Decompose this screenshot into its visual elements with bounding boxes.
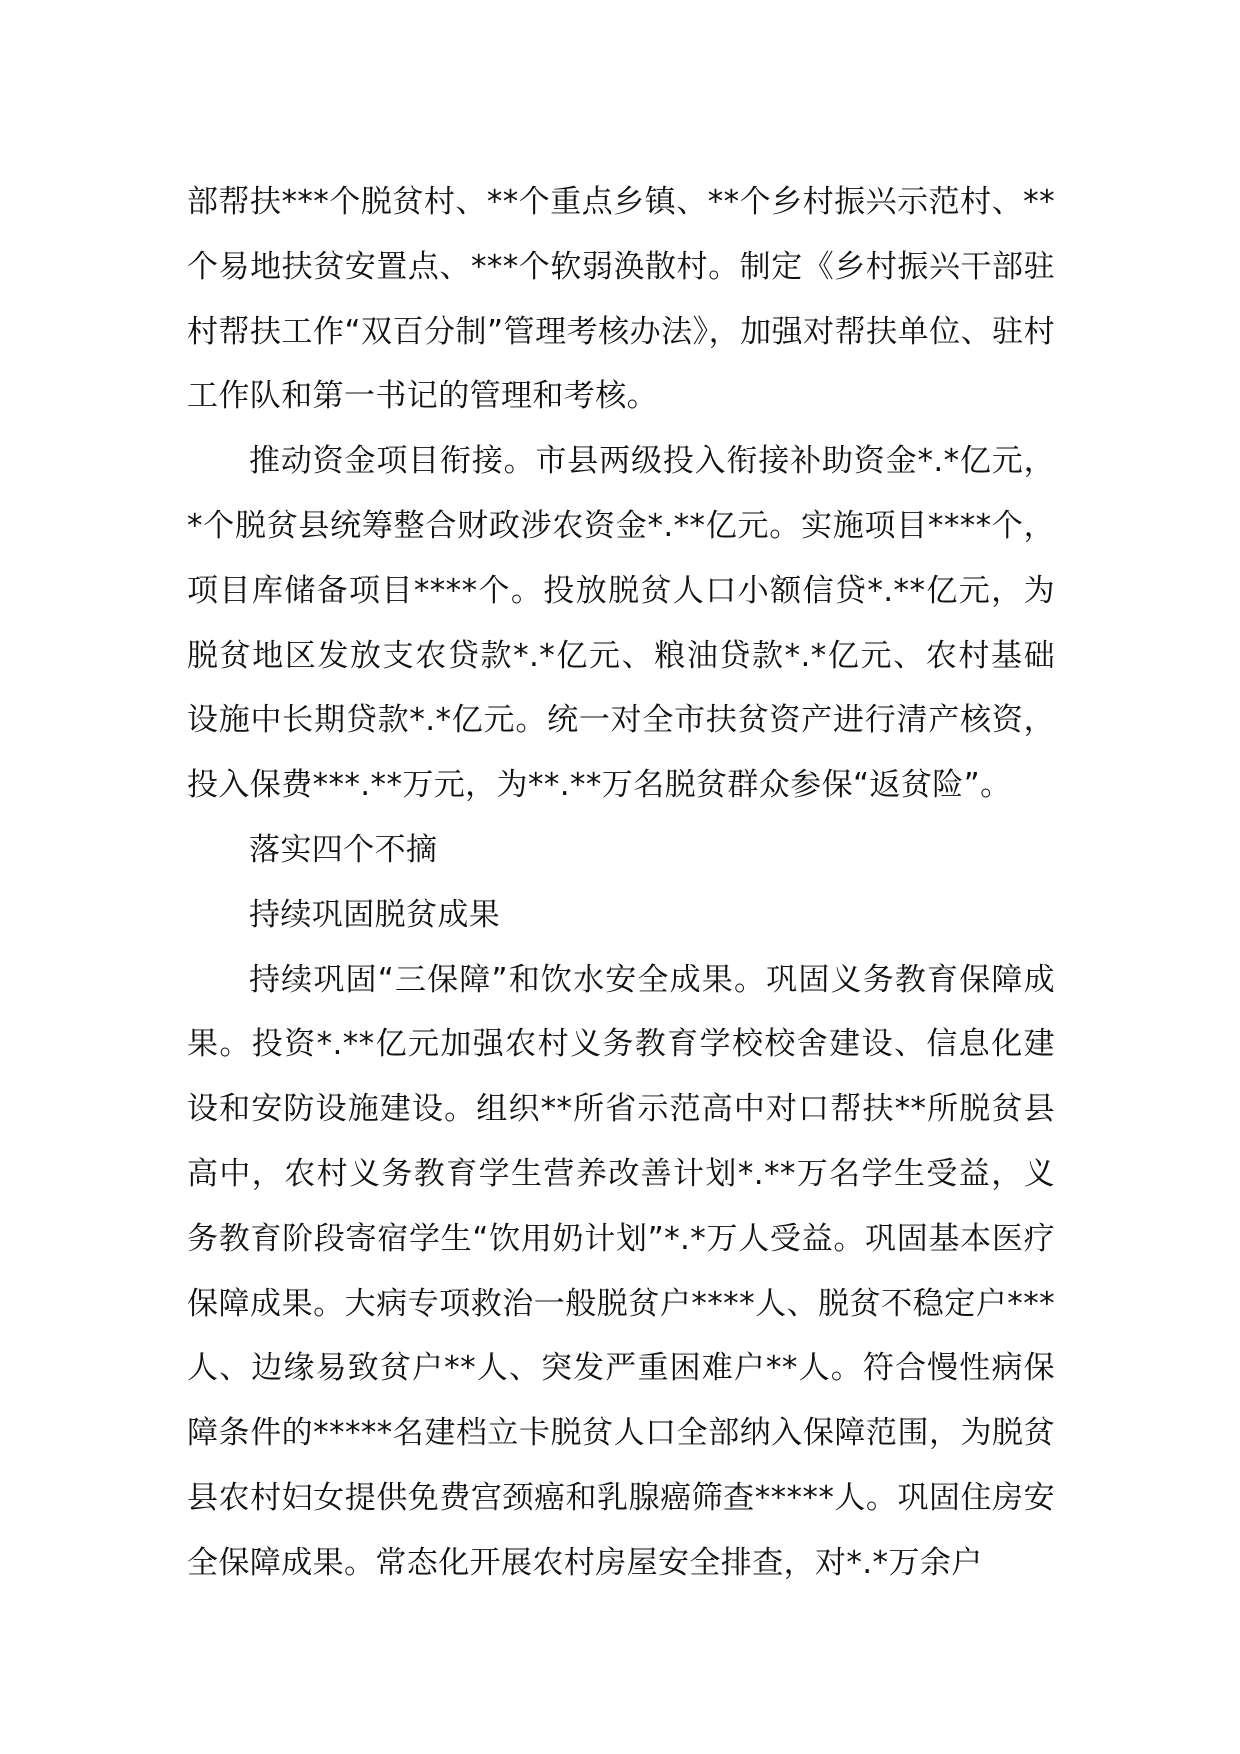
heading-consolidate-results: 持续巩固脱贫成果 [249, 896, 501, 933]
paragraph-three-guarantees: 持续巩固“三保障”和饮水安全成果。巩固义务教育保障成果。投资*.**亿元加强农村义务教育学校校舍建设、信息化建设和安防设施建设。组织**所省示范高中对口帮扶**所脱贫县高中，农村义务教育学生营养改善计划*.**万名学生受益，义务教育阶段寄宿学生“饮用奶计划”*.*万人受益。巩固基本医疗保障成果。大病专项救治一般脱贫户****人、脱贫不稳定户***人、边缘易致贫户**人、突发严重困难户**人。符合慢性病保障条件的*****名建档立卡脱贫人口全部纳入保障范围，为脱贫县农村妇女提供免费宫颈癌和乳腺癌筛查*****人。巩固住房安全保障成果。常态化开展农村房屋安全排查，对*.*万余户 [187, 961, 1055, 1581]
document-body [187, 170, 1055, 1596]
paragraph-funding-projects: 推动资金项目衔接。市县两级投入衔接补助资金*.*亿元，*个脱贫县统筹整合财政涉农资金*.**亿元。实施项目****个，项目库储备项目****个。投放脱贫人口小额信贷*.**亿元，为脱贫地区发放支农贷款*.*亿元、粮油贷款*.*亿元、农村基础设施中长期贷款*.*亿元。统一对全市扶贫资产进行清产核资，投入保费***.**万元，为**.**万名脱贫群众参保“返贫险”。 [187, 443, 1055, 804]
heading-four-not-removed: 落实四个不摘 [249, 831, 438, 868]
paragraph-assistance-continued: 部帮扶***个脱贫村、**个重点乡镇、**个乡村振兴示范村、**个易地扶贫安置点、***个软弱涣散村。制定《乡村振兴干部驻村帮扶工作“双百分制”管理考核办法》，加强对帮扶单位、驻村工作队和第一书记的管理和考核。 [187, 184, 1055, 415]
